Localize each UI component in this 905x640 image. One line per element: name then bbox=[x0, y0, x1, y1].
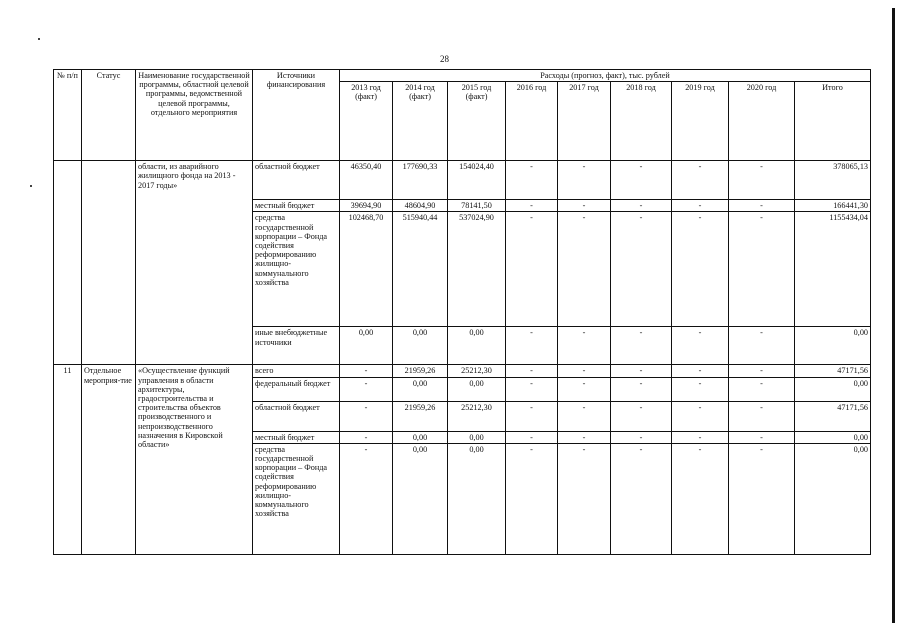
value-cell: - bbox=[506, 212, 558, 327]
value-cell: - bbox=[611, 161, 672, 200]
value-cell: 21959,26 bbox=[393, 365, 448, 377]
row-num: 11 bbox=[54, 365, 82, 554]
value-cell: - bbox=[340, 365, 393, 377]
value-cell: 537024,90 bbox=[448, 212, 506, 327]
header-year: 2020 год bbox=[729, 82, 795, 161]
scan-speck bbox=[38, 38, 40, 40]
table-row bbox=[54, 365, 871, 377]
value-cell: 46350,40 bbox=[340, 161, 393, 200]
value-cell: - bbox=[611, 327, 672, 365]
total-cell: 0,00 bbox=[795, 443, 871, 554]
row-num bbox=[54, 161, 82, 365]
value-cell: - bbox=[611, 200, 672, 212]
scan-speck bbox=[30, 185, 32, 187]
table-row bbox=[54, 161, 871, 200]
row-source: федеральный бюджет bbox=[253, 377, 340, 401]
row-source: местный бюджет bbox=[253, 431, 340, 443]
value-cell: - bbox=[558, 200, 611, 212]
header-total: Итого bbox=[795, 82, 871, 161]
value-cell: 78141,50 bbox=[448, 200, 506, 212]
value-cell: - bbox=[506, 431, 558, 443]
value-cell: 0,00 bbox=[448, 431, 506, 443]
value-cell: 515940,44 bbox=[393, 212, 448, 327]
value-cell: 0,00 bbox=[448, 327, 506, 365]
value-cell: 102468,70 bbox=[340, 212, 393, 327]
value-cell: - bbox=[729, 443, 795, 554]
value-cell: - bbox=[558, 212, 611, 327]
value-cell: 0,00 bbox=[393, 443, 448, 554]
value-cell: 39694,90 bbox=[340, 200, 393, 212]
value-cell: - bbox=[672, 161, 729, 200]
total-cell: 0,00 bbox=[795, 377, 871, 401]
value-cell: 0,00 bbox=[340, 327, 393, 365]
total-cell: 0,00 bbox=[795, 327, 871, 365]
header-year: 2017 год bbox=[558, 82, 611, 161]
total-cell: 47171,56 bbox=[795, 365, 871, 377]
row-source: местный бюджет bbox=[253, 200, 340, 212]
header-year: 2019 год bbox=[672, 82, 729, 161]
value-cell: - bbox=[506, 401, 558, 431]
value-cell: - bbox=[506, 161, 558, 200]
total-cell: 47171,56 bbox=[795, 401, 871, 431]
value-cell: - bbox=[729, 212, 795, 327]
value-cell: - bbox=[558, 443, 611, 554]
value-cell: - bbox=[611, 212, 672, 327]
row-status: Отдельное мероприя-тие bbox=[82, 365, 136, 554]
value-cell: 0,00 bbox=[448, 377, 506, 401]
total-cell: 0,00 bbox=[795, 431, 871, 443]
value-cell: 25212,30 bbox=[448, 365, 506, 377]
value-cell: - bbox=[729, 365, 795, 377]
total-cell: 1155434,04 bbox=[795, 212, 871, 327]
header-year: 2016 год bbox=[506, 82, 558, 161]
header-year: 2018 год bbox=[611, 82, 672, 161]
expenses-table bbox=[53, 69, 871, 555]
value-cell: - bbox=[558, 377, 611, 401]
value-cell: - bbox=[729, 327, 795, 365]
header-name: Наименование государственной программы, областной целевой программы, ведомственной целевой программы, отдельного мероприятия bbox=[136, 70, 253, 161]
header-status: Статус bbox=[82, 70, 136, 161]
row-source: областной бюджет bbox=[253, 401, 340, 431]
value-cell: - bbox=[729, 200, 795, 212]
header-expenses: Расходы (прогноз, факт), тыс. рублей bbox=[340, 70, 871, 82]
total-cell: 378065,13 bbox=[795, 161, 871, 200]
value-cell: 25212,30 bbox=[448, 401, 506, 431]
value-cell: - bbox=[729, 431, 795, 443]
value-cell: 21959,26 bbox=[393, 401, 448, 431]
value-cell: - bbox=[611, 377, 672, 401]
value-cell: - bbox=[729, 161, 795, 200]
row-status bbox=[82, 161, 136, 365]
value-cell: - bbox=[611, 431, 672, 443]
value-cell: - bbox=[506, 377, 558, 401]
value-cell: - bbox=[611, 365, 672, 377]
value-cell: - bbox=[611, 443, 672, 554]
value-cell: - bbox=[558, 365, 611, 377]
total-cell: 166441,30 bbox=[795, 200, 871, 212]
value-cell: - bbox=[672, 200, 729, 212]
header-year: 2014 год (факт) bbox=[393, 82, 448, 161]
value-cell: 0,00 bbox=[393, 327, 448, 365]
page-number: 28 bbox=[440, 54, 449, 64]
value-cell: - bbox=[672, 365, 729, 377]
header-source: Источники финансирования bbox=[253, 70, 340, 161]
value-cell: - bbox=[558, 161, 611, 200]
header-year: 2013 год (факт) bbox=[340, 82, 393, 161]
value-cell: - bbox=[340, 431, 393, 443]
value-cell: - bbox=[506, 200, 558, 212]
row-source: иные внебюджетные источники bbox=[253, 327, 340, 365]
header-year: 2015 год (факт) bbox=[448, 82, 506, 161]
value-cell: - bbox=[672, 327, 729, 365]
row-source: средства государственной корпорации – Фонда содействия реформированию жилищно-коммунального хозяйства bbox=[253, 212, 340, 327]
value-cell: - bbox=[729, 377, 795, 401]
value-cell: - bbox=[611, 401, 672, 431]
value-cell: 0,00 bbox=[448, 443, 506, 554]
scan-edge-bar bbox=[892, 8, 895, 623]
value-cell: - bbox=[672, 431, 729, 443]
value-cell: - bbox=[506, 327, 558, 365]
row-source: всего bbox=[253, 365, 340, 377]
value-cell: - bbox=[672, 401, 729, 431]
value-cell: - bbox=[672, 443, 729, 554]
row-name: «Осуществление функций управления в области архитектуры, градостроительства и строительства объектов производственного и непроизводственного назначения в Кировской области» bbox=[136, 365, 253, 554]
value-cell: 177690,33 bbox=[393, 161, 448, 200]
value-cell: - bbox=[558, 431, 611, 443]
value-cell: - bbox=[340, 443, 393, 554]
value-cell: - bbox=[558, 327, 611, 365]
row-source: средства государственной корпорации – Фонда содействия реформированию жилищно-коммунального хозяйства bbox=[253, 443, 340, 554]
value-cell: - bbox=[340, 377, 393, 401]
value-cell: 0,00 bbox=[393, 431, 448, 443]
value-cell: 48604,90 bbox=[393, 200, 448, 212]
value-cell: - bbox=[729, 401, 795, 431]
value-cell: 154024,40 bbox=[448, 161, 506, 200]
header-num: № п/п bbox=[54, 70, 82, 161]
value-cell: - bbox=[506, 443, 558, 554]
value-cell: - bbox=[672, 377, 729, 401]
value-cell: - bbox=[672, 212, 729, 327]
value-cell: 0,00 bbox=[393, 377, 448, 401]
row-name: области, из аварийного жилищного фонда на 2013 - 2017 годы» bbox=[136, 161, 253, 365]
row-source: областной бюджет bbox=[253, 161, 340, 200]
value-cell: - bbox=[506, 365, 558, 377]
value-cell: - bbox=[340, 401, 393, 431]
value-cell: - bbox=[558, 401, 611, 431]
